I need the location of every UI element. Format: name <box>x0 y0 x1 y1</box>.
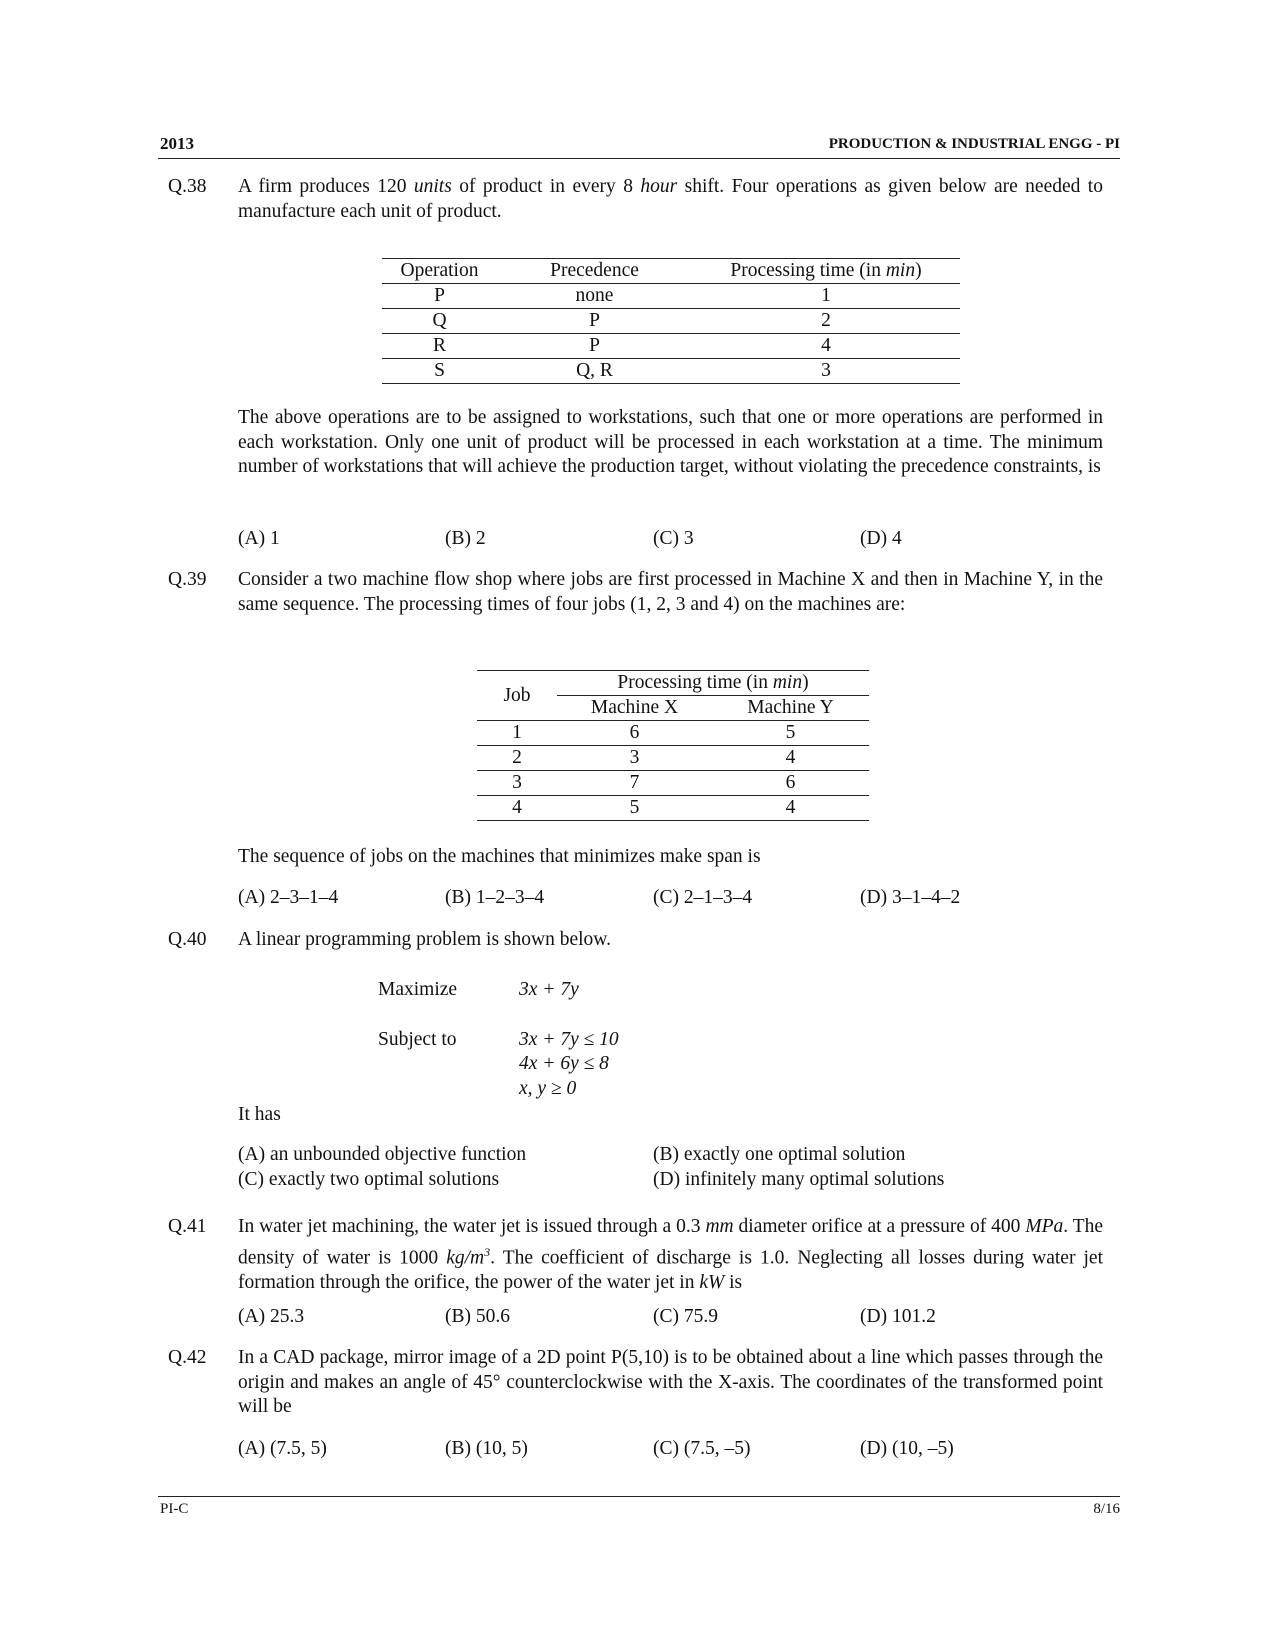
col-operation: Operation <box>382 259 497 284</box>
col-group-processing-time: Processing time (in min) <box>557 671 869 696</box>
option-c[interactable]: (C) 3 <box>653 528 694 549</box>
cell: 5 <box>712 721 869 746</box>
option-d[interactable]: (D) 4 <box>860 528 902 549</box>
cell: 4 <box>785 797 796 818</box>
header-subject: PRODUCTION & INDUSTRIAL ENGG - PI <box>828 136 1120 152</box>
table-header-row <box>477 671 869 696</box>
question-number: Q.41 <box>168 1216 207 1237</box>
table-row <box>382 334 960 359</box>
cell: P <box>497 309 692 334</box>
question-stem: A firm produces 120 units of product in every 8 hour shift. Four operations as given below are needed to manufacture each unit of product. <box>238 176 1103 222</box>
question-stem: In a CAD package, mirror image of a 2D point P(5,10) is to be obtained about a line which passes through the origin and makes an angle of 45° counterclockwise with the X-axis. The coordinates of the transformed point will be <box>238 1347 1103 1417</box>
option-c[interactable]: (C) (7.5, –5) <box>653 1438 751 1459</box>
table-row <box>382 359 960 384</box>
cell: 5 <box>629 797 640 818</box>
option-b[interactable]: (B) 1–2–3–4 <box>445 887 545 908</box>
cell: 6 <box>557 721 712 746</box>
cell: 1 <box>692 284 960 309</box>
cell: 2 <box>477 746 557 771</box>
col-processing-time: Processing time (in min) <box>692 259 960 284</box>
cell: Q, R <box>576 360 613 381</box>
option-c[interactable]: (C) 2–1–3–4 <box>653 887 753 908</box>
option-b[interactable]: (B) exactly one optimal solution <box>653 1144 906 1165</box>
cell: 3 <box>821 360 831 381</box>
lp-subject-label: Subject to <box>378 1029 457 1050</box>
cell: none <box>497 284 692 309</box>
option-a[interactable]: (A) 1 <box>238 528 280 549</box>
question-stem: In water jet machining, the water jet is issued through a 0.3 mm diameter orifice at a pressure of 400 MPa. The density of water is 1000 $kg/m^3$. The coefficient of discharge is 1.0. Neglecting all losses during water jet formation through the orifice, the power of the water jet in kW is <box>238 1216 1104 1293</box>
col-machine-x: Machine X <box>557 696 712 721</box>
cell: 1 <box>477 721 557 746</box>
option-a[interactable]: (A) 2–3–1–4 <box>238 887 339 908</box>
option-b[interactable]: (B) 50.6 <box>445 1306 510 1327</box>
lp-constraint: x, y ≥ 0 <box>519 1078 577 1099</box>
option-a[interactable]: (A) (7.5, 5) <box>238 1438 327 1459</box>
option-d[interactable]: (D) (10, –5) <box>860 1438 954 1459</box>
question-number: Q.38 <box>168 176 207 197</box>
lp-constraint: 3x + 7y ≤ 10 <box>519 1029 619 1050</box>
cell: 4 <box>712 746 869 771</box>
cell: 4 <box>512 797 522 818</box>
cell: 4 <box>692 334 960 359</box>
cell: 3 <box>477 771 557 796</box>
footer-rule <box>158 1496 1120 1497</box>
option-d[interactable]: (D) 101.2 <box>860 1306 936 1327</box>
col-precedence: Precedence <box>497 259 692 284</box>
cell: S <box>434 360 445 381</box>
cell: R <box>382 334 497 359</box>
option-c[interactable]: (C) 75.9 <box>653 1306 718 1327</box>
cell: 2 <box>692 309 960 334</box>
footer-code: PI-C <box>160 1501 189 1517</box>
question-number: Q.40 <box>168 929 207 950</box>
table-row <box>477 771 869 796</box>
question-number: Q.42 <box>168 1347 207 1368</box>
header-year: 2013 <box>160 134 194 153</box>
question-body: The sequence of jobs on the machines that minimizes make span is <box>238 846 761 867</box>
cell: 3 <box>557 746 712 771</box>
table-row <box>477 746 869 771</box>
option-d[interactable]: (D) infinitely many optimal solutions <box>653 1169 945 1190</box>
question-body: It has <box>238 1104 281 1125</box>
cell: P <box>382 284 497 309</box>
lp-maximize-label: Maximize <box>378 979 458 1000</box>
option-c[interactable]: (C) exactly two optimal solutions <box>238 1169 500 1190</box>
cell: 6 <box>712 771 869 796</box>
cell: 7 <box>557 771 712 796</box>
page-number: 8/16 <box>1093 1501 1120 1517</box>
table-row <box>477 721 869 746</box>
question-body: The above operations are to be assigned to workstations, such that one or more operations are performed in each workstation. Only one unit of product will be processed in each workstation at a time. The minimum number of workstations that will achieve the production target, without violating the precedence constraints, is <box>238 407 1103 477</box>
cell: Q <box>382 309 497 334</box>
table-header-row <box>382 259 960 284</box>
lp-constraint: 4x + 6y ≤ 8 <box>519 1053 609 1074</box>
cell: P <box>497 334 692 359</box>
option-d[interactable]: (D) 3–1–4–2 <box>860 887 961 908</box>
option-a[interactable]: (A) 25.3 <box>238 1306 305 1327</box>
option-a[interactable]: (A) an unbounded objective function <box>238 1144 527 1165</box>
table-row <box>477 796 869 821</box>
lp-objective: 3x + 7y <box>519 979 579 1000</box>
question-number: Q.39 <box>168 569 207 590</box>
col-job: Job <box>477 671 557 721</box>
question-stem: A linear programming problem is shown below. <box>238 929 611 950</box>
table-row <box>382 284 960 309</box>
operations-table <box>382 258 960 384</box>
question-stem: Consider a two machine flow shop where jobs are first processed in Machine X and then in Machine Y, in the same sequence. The processing times of four jobs (1, 2, 3 and 4) on the machines are: <box>238 569 1103 615</box>
table-row <box>382 309 960 334</box>
processing-time-table <box>477 670 869 821</box>
option-b[interactable]: (B) 2 <box>445 528 486 549</box>
option-b[interactable]: (B) (10, 5) <box>445 1438 528 1459</box>
col-machine-y: Machine Y <box>712 696 869 721</box>
header-rule <box>158 158 1120 159</box>
